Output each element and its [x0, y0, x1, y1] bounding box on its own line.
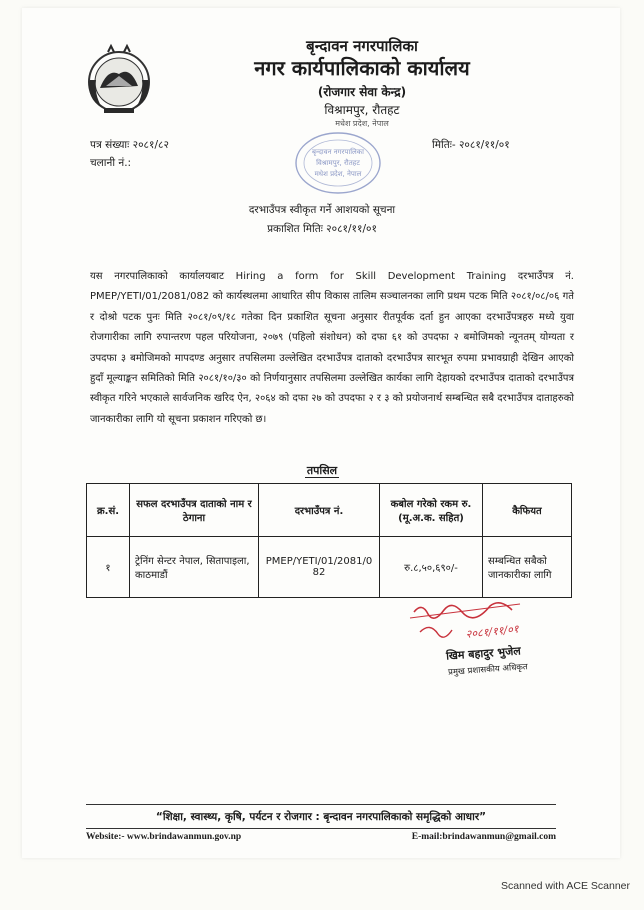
stamp-line-1: बृन्दावन नगरपालिका	[312, 148, 364, 156]
email-link[interactable]: E-mail:brindawanmun@gmail.com	[411, 832, 556, 842]
cell-remarks: सम्बन्धित सबैको जानकारीका लागि	[483, 537, 572, 598]
stamp-line-2: विश्रामपुर, रौतहट	[316, 159, 360, 167]
col-amount: कबोल गरेको रकम रु. (मू.अ.क. सहित)	[380, 484, 483, 537]
signatory-name: खिम बहादुर भुजेल	[445, 644, 522, 663]
dispatch-number: चलानी नं.:	[90, 157, 132, 169]
col-serial: क्र.सं.	[87, 484, 130, 537]
col-bidder: सफल दरभाउँपत्र दाताको नाम र ठेगाना	[130, 484, 259, 537]
province-name: मधेश प्रदेश, नेपाल	[335, 119, 389, 128]
municipality-name: बृन्दावन नगरपालिका	[306, 37, 418, 55]
cell-amount: रु.८,५०,६९०/-	[380, 537, 483, 598]
col-bid-number: दरभाउँपत्र नं.	[259, 484, 380, 537]
employment-center: (रोजगार सेवा केन्द्र)	[317, 85, 407, 99]
footer-motto: “शिक्षा, स्वास्थ्य, कृषि, पर्यटन र रोजगार : बृन्दावन नगरपालिकाको समृद्धिको आधार”	[155, 811, 487, 823]
footer-divider	[86, 804, 556, 805]
table-caption-text: तपसिल	[306, 464, 338, 477]
office-stamp	[292, 128, 384, 198]
letter-number: पत्र संख्याः २०८१/८२	[90, 139, 169, 151]
notice-title: दरभाउँपत्र स्वीकृत गर्ने आशयको सूचना	[248, 204, 396, 216]
website-link[interactable]: Website:- www.brindawanmun.gov.np	[86, 832, 242, 842]
col-remarks: कैफियत	[483, 484, 572, 537]
notice-published-date: प्रकाशित मितिः २०८१/११/०१	[267, 223, 377, 235]
signature-date: २०८१/११/०१	[464, 622, 520, 641]
letter-date: मितिः- २०८१/११/०१	[432, 139, 510, 151]
cell-bid-number: PMEP/YETI/01/2081/082	[259, 537, 380, 598]
scanner-watermark: Scanned with ACE Scanner	[501, 880, 630, 892]
table-row	[87, 537, 572, 598]
cell-serial: १	[87, 537, 130, 598]
table-caption	[0, 463, 644, 478]
office-name: नगर कार्यपालिकाको कार्यालय	[254, 56, 470, 80]
bidder-table	[86, 483, 572, 598]
stamp-line-3: मधेश प्रदेश, नेपाल	[314, 170, 362, 178]
footer-divider-2	[86, 828, 556, 829]
signatory-title: प्रमुख प्रशासकीय अधिकृत	[447, 662, 529, 678]
notice-body: यस नगरपालिकाको कार्यालयबाट Hiring a form for Skill Development Training दरभाउँपत्र नं. PMEP/YETI/01/2081/082 को कार्यस्थलमा आधारित सीप विकास तालिम सञ्चालनका लागि प्रथम पटक मिति २०८१/०८/०६ गते र दोश्रो पटक पुनः मिति २०८१/०९/१८ गतेका दिन प्रकाशित सूचना अनुसार रीतपूर्वक दर्ता हुन आएका दरभाउँपत्रहरु मध्ये युवा रोजगारीका लागि रुपान्तरण पहल परियोजना, २०७९ (पहिलो संशोधन) को दफा ६१ को उपदफा २ बमोजिमको न्यूनतम् योग्यता र उपदफा ३ बमोजिमको मापदण्ड अनुसार तपसिलमा उल्लेखित दरभाउँपत्र दाताको दरभाउँपत्र सारभूत रुपमा प्रभावग्राही देखिन आएको हुदाँ मूल्याङ्कन समितिको मिति २०८१/१०/३० को निर्णयानुसार तपसिलमा उल्लेखित कार्यका लागि देहायको दरभाउँपत्र दाताको दरभाउँपत्र स्वीकृत गरिने भएकाले सार्वजनिक खरिद ऐन, २०६४ को दफा २७ को उपदफा २ र ३ को प्रयोजनार्थ सम्बन्धित सबै दरभाउँपत्र दाताहरुको जानकारीका लागि यो सूचना प्रकाशन गरिएको छ।	[90, 271, 574, 425]
cell-bidder: ट्रेनिंग सेन्टर नेपाल, सितापाइला, काठमाडौं	[130, 537, 259, 598]
table-header-row	[87, 484, 572, 537]
office-address: विश्रामपुर, रौतहट	[324, 103, 400, 117]
